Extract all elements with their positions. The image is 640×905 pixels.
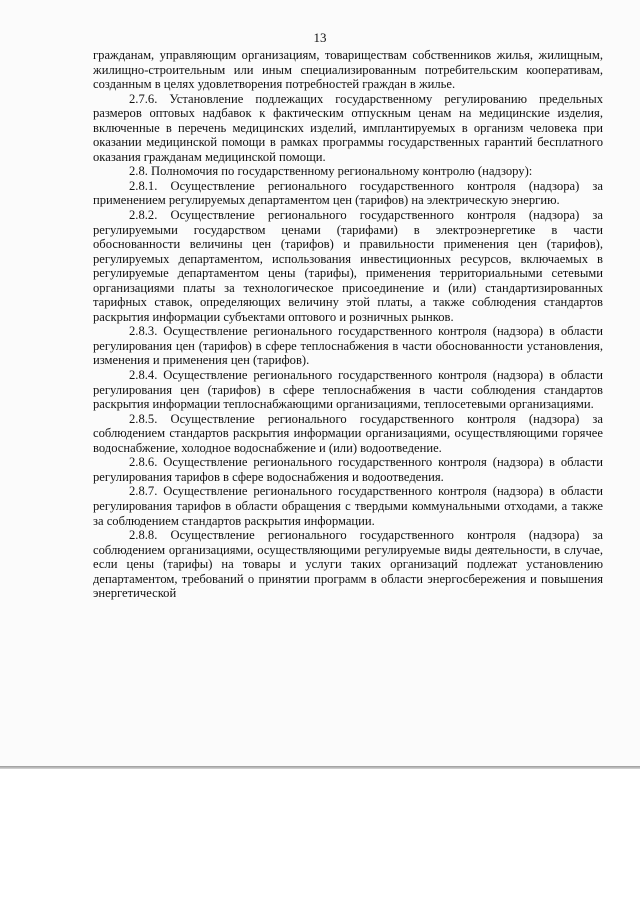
paragraph: 2.8.5. Осуществление регионального государственного контроля (надзора) за соблюдением стандартов раскрытия информации организациями, осуществляющими горячее водоснабжение, холодное водоснабжение и (или) водоотведение. — [93, 411, 603, 455]
paragraph: 2.8.6. Осуществление регионального государственного контроля (надзора) в области регулирования тарифов в сфере водоснабжения и водоотведения. — [93, 455, 603, 484]
paragraph: 2.8.1. Осуществление регионального государственного контроля (надзора) за применением регулируемых департаментом цен (тарифов) на электрическую энергию. — [93, 178, 603, 208]
paragraph: 2.8.2. Осуществление регионального государственного контроля (надзора) за регулируемыми государством ценами (тарифами) в электроэнергетике в части обоснованности величины цен (тарифов) и правильности применения цен (тарифов), регулируемых департаментом, использования инвестиционных ресурсов, включаемых в регулируемые департаментом цены (тарифы), применения территориальными сетевыми организациями платы за технологическое присоединение и (или) стандартизированных тарифных ставок, определяющих величину этой платы, а также соблюдения стандартов раскрытия информации субъектами оптового и розничных рынков. — [93, 208, 603, 324]
paragraph: 2.8.7. Осуществление регионального государственного контроля (надзора) в области регулирования тарифов в области обращения с твердыми коммунальными отходами, а также за соблюдением стандартов раскрытия информации. — [93, 484, 603, 528]
paragraph: 2.7.6. Установление подлежащих государственному регулированию предельных размеров оптовых надбавок к фактическим отпускным ценам на медицинские изделия, включенные в перечень медицинских изделий, имплантируемых в организм человека при оказании медицинской помощи в рамках программы государственных гарантий бесплатного оказания гражданам медицинской помощи. — [93, 91, 603, 164]
document-body — [93, 48, 603, 601]
blank-area — [0, 769, 640, 905]
paragraph: 2.8.4. Осуществление регионального государственного контроля (надзора) в области регулирования цен (тарифов) в сфере теплоснабжения в части соблюдения стандартов раскрытия информации теплоснабжающими организациями, теплосетевыми организациями. — [93, 368, 603, 412]
paragraph: гражданам, управляющим организациям, товариществам собственников жилья, жилищным, жилищно-строительным или иным специализированным потребительским кооперативам, созданным в целях удовлетворения потребностей граждан в жилье. — [93, 48, 603, 92]
paragraph: 2.8.3. Осуществление регионального государственного контроля (надзора) в области регулирования цен (тарифов) в сфере теплоснабжения в части обоснованности установления, изменения и применения цен (тарифов). — [93, 324, 603, 368]
page-number: 13 — [313, 30, 327, 45]
paragraph: 2.8. Полномочия по государственному региональному контролю (надзору): — [129, 164, 533, 179]
paragraph: 2.8.8. Осуществление регионального государственного контроля (надзора) за соблюдением организациями, осуществляющими регулируемые виды деятельности, в случае, если цены (тарифы) на товары и услуги таких организаций подлежат установлению департаментом, требований о принятии программ в области энергосбережения и повышения энергетической — [93, 528, 603, 601]
